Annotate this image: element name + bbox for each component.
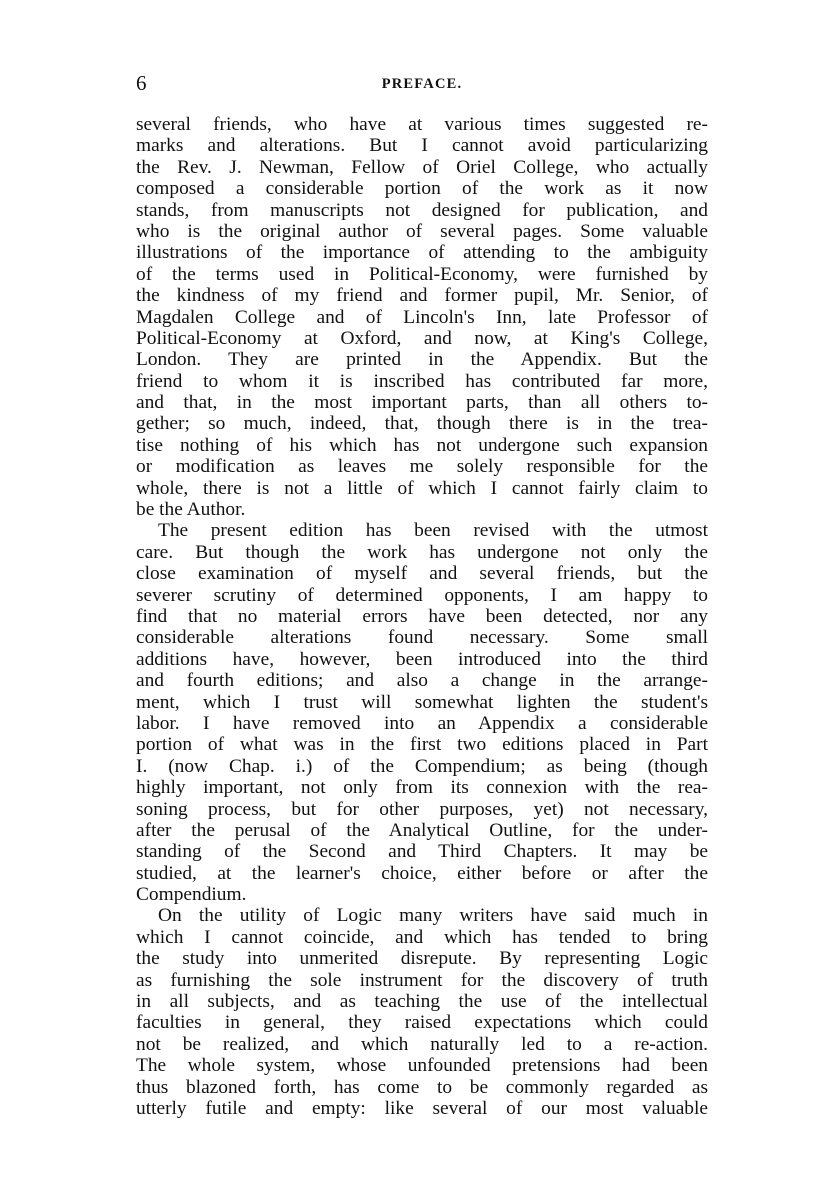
running-head [136, 68, 708, 98]
text-line: of the terms used in Political-Economy, were furnished by [136, 263, 708, 285]
text-line: London. They are printed in the Appendix. But the [136, 349, 708, 371]
text-line: as furnishing the sole instrument for the discovery of truth [136, 969, 708, 991]
text-line: stands, from manuscripts not designed for publication, and [136, 199, 708, 221]
text-line: several friends, who have at various times suggested re- [136, 114, 708, 135]
page-number: 6 [136, 71, 147, 95]
text-line: care. But though the work has undergone not only the [136, 541, 708, 563]
text-line: who is the original author of several pages. Some valuable [136, 220, 708, 242]
text-line: I. (now Chap. i.) of the Compendium; as being (though [136, 755, 708, 777]
text-line: On the utility of Logic many writers have said much in [158, 905, 708, 927]
text-line: Compendium. [136, 884, 247, 906]
running-title: PREFACE. [381, 76, 463, 92]
text-line: additions have, however, been introduced into the third [136, 648, 708, 670]
text-line: and that, in the most important parts, than all others to- [136, 392, 708, 414]
text-line: marks and alterations. But I cannot avoid particularizing [136, 135, 708, 157]
text-line: or modification as leaves me solely responsible for the [136, 456, 708, 478]
preface-text [136, 114, 708, 1119]
text-line: be the Author. [136, 499, 246, 521]
text-line: soning process, but for other purposes, yet) not necessary, [136, 798, 708, 820]
text-line: whole, there is not a little of which I cannot fairly claim to [136, 477, 708, 499]
text-line: studied, at the learner's choice, either before or after the [136, 862, 708, 884]
text-line: standing of the Second and Third Chapters. It may be [136, 841, 708, 863]
text-line: gether; so much, indeed, that, though there is in the trea- [136, 413, 708, 435]
text-line: considerable alterations found necessary. Some small [136, 627, 708, 649]
text-line: which I cannot coincide, and which has tended to bring [136, 926, 708, 948]
text-line: friend to whom it is inscribed has contributed far more, [136, 370, 708, 392]
text-line: find that no material errors have been detected, nor any [136, 605, 708, 627]
text-line: Magdalen College and of Lincoln's Inn, late Professor of [136, 306, 708, 328]
text-line: the study into unmerited disrepute. By representing Logic [136, 948, 708, 970]
text-line: the Rev. J. Newman, Fellow of Oriel College, who actually [136, 156, 708, 178]
text-line: the kindness of my friend and former pupil, Mr. Senior, of [136, 285, 708, 307]
text-line: faculties in general, they raised expectations which could [136, 1012, 708, 1034]
text-line: after the perusal of the Analytical Outline, for the under- [136, 819, 708, 841]
text-line: The present edition has been revised with the utmost [158, 520, 708, 542]
text-line: close examination of myself and several friends, but the [136, 563, 708, 585]
text-line: and fourth editions; and also a change in the arrange- [136, 670, 708, 692]
text-line: in all subjects, and as teaching the use of the intellectual [136, 991, 708, 1013]
text-line: not be realized, and which naturally led to a re-action. [136, 1033, 708, 1055]
text-line: tise nothing of his which has not undergone such expansion [136, 434, 708, 456]
text-line: composed a considerable portion of the work as it now [136, 178, 708, 200]
text-line: highly important, not only from its connexion with the rea- [136, 777, 708, 799]
text-line: severer scrutiny of determined opponents, I am happy to [136, 584, 708, 606]
text-line: illustrations of the importance of attending to the ambiguity [136, 242, 708, 264]
text-line: ment, which I trust will somewhat lighten the student's [136, 691, 708, 713]
text-line: Political-Economy at Oxford, and now, at King's College, [136, 327, 708, 349]
text-line: utterly futile and empty: like several of our most valuable [136, 1097, 708, 1119]
text-line: The whole system, whose unfounded pretensions had been [136, 1055, 708, 1077]
text-line: thus blazoned forth, has come to be commonly regarded as [136, 1076, 708, 1098]
text-line: labor. I have removed into an Appendix a considerable [136, 712, 708, 734]
text-line: portion of what was in the first two editions placed in Part [136, 734, 708, 756]
